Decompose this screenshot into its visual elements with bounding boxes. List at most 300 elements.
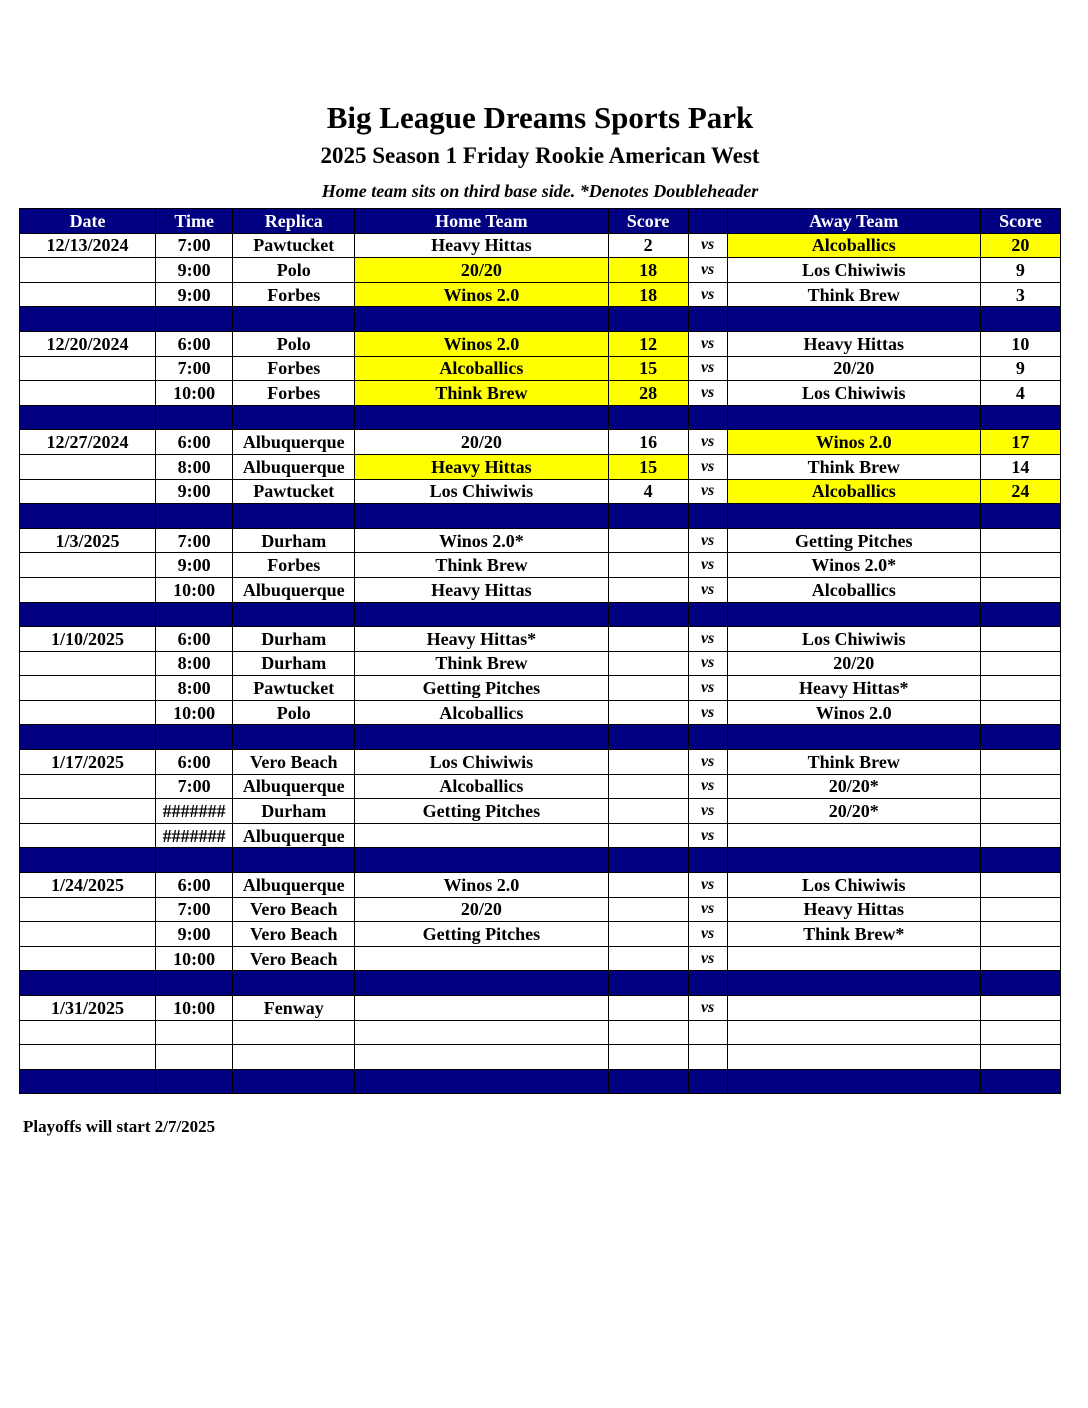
away-score-cell	[980, 996, 1060, 1021]
replica-cell	[233, 971, 355, 996]
date-cell	[20, 356, 156, 381]
away-score-cell	[980, 651, 1060, 676]
replica-cell: Vero Beach	[233, 897, 355, 922]
away-team-cell: 20/20	[727, 356, 980, 381]
away-team-cell	[727, 848, 980, 873]
replica-cell: Polo	[233, 700, 355, 725]
game-row	[20, 774, 1061, 799]
replica-cell: Vero Beach	[233, 750, 355, 775]
away-score-cell	[980, 774, 1060, 799]
empty-row	[20, 1020, 1061, 1045]
away-score-cell	[980, 528, 1060, 553]
home-score-cell	[608, 774, 688, 799]
game-row	[20, 528, 1061, 553]
header-away-score: Score	[980, 209, 1060, 234]
vs-cell	[688, 1069, 727, 1094]
vs-cell	[688, 848, 727, 873]
game-row	[20, 430, 1061, 455]
date-cell	[20, 454, 156, 479]
header-home-score: Score	[608, 209, 688, 234]
time-cell: 7:00	[156, 233, 233, 258]
away-score-cell	[980, 627, 1060, 652]
date-cell	[20, 602, 156, 627]
time-cell: 8:00	[156, 651, 233, 676]
away-team-cell	[727, 823, 980, 848]
vs-cell: vs	[688, 823, 727, 848]
time-cell: 9:00	[156, 258, 233, 283]
replica-cell: Durham	[233, 651, 355, 676]
away-score-cell	[980, 848, 1060, 873]
vs-cell	[688, 725, 727, 750]
away-score-cell	[980, 725, 1060, 750]
time-cell: 10:00	[156, 700, 233, 725]
header-replica: Replica	[233, 209, 355, 234]
week-separator-row	[20, 971, 1061, 996]
home-score-cell	[608, 1069, 688, 1094]
time-cell: 9:00	[156, 553, 233, 578]
home-team-cell: Heavy Hittas	[355, 454, 608, 479]
week-separator-row	[20, 307, 1061, 332]
away-team-cell	[727, 1069, 980, 1094]
home-score-cell: 2	[608, 233, 688, 258]
vs-cell: vs	[688, 774, 727, 799]
date-cell: 1/3/2025	[20, 528, 156, 553]
time-cell: 7:00	[156, 897, 233, 922]
home-score-cell: 16	[608, 430, 688, 455]
time-cell: 9:00	[156, 922, 233, 947]
away-score-cell	[980, 799, 1060, 824]
away-score-cell	[980, 750, 1060, 775]
game-row	[20, 996, 1061, 1021]
date-cell	[20, 922, 156, 947]
game-row	[20, 233, 1061, 258]
replica-cell: Fenway	[233, 996, 355, 1021]
date-cell: 12/13/2024	[20, 233, 156, 258]
away-team-cell: Los Chiwiwis	[727, 258, 980, 283]
away-team-cell: Los Chiwiwis	[727, 627, 980, 652]
replica-cell: Forbes	[233, 553, 355, 578]
away-score-cell	[980, 1020, 1060, 1045]
date-cell	[20, 307, 156, 332]
home-score-cell	[608, 504, 688, 529]
date-cell: 1/10/2025	[20, 627, 156, 652]
home-team-cell: Heavy Hittas*	[355, 627, 608, 652]
game-row	[20, 873, 1061, 898]
vs-cell	[688, 1020, 727, 1045]
time-cell	[156, 1069, 233, 1094]
home-score-cell: 15	[608, 356, 688, 381]
date-cell	[20, 725, 156, 750]
home-team-cell	[355, 823, 608, 848]
vs-cell	[688, 1045, 727, 1070]
vs-cell	[688, 405, 727, 430]
time-cell: #######	[156, 823, 233, 848]
replica-cell: Polo	[233, 331, 355, 356]
vs-cell: vs	[688, 479, 727, 504]
home-team-cell: Alcoballics	[355, 356, 608, 381]
time-cell: 10:00	[156, 381, 233, 406]
away-score-cell: 3	[980, 282, 1060, 307]
vs-cell: vs	[688, 528, 727, 553]
replica-cell: Forbes	[233, 381, 355, 406]
date-cell	[20, 848, 156, 873]
week-separator-row	[20, 848, 1061, 873]
replica-cell: Vero Beach	[233, 946, 355, 971]
date-cell	[20, 823, 156, 848]
vs-cell: vs	[688, 454, 727, 479]
home-team-cell: 20/20	[355, 897, 608, 922]
game-row	[20, 553, 1061, 578]
away-score-cell	[980, 1045, 1060, 1070]
date-cell	[20, 946, 156, 971]
game-row	[20, 627, 1061, 652]
vs-cell: vs	[688, 922, 727, 947]
home-score-cell: 4	[608, 479, 688, 504]
replica-cell: Pawtucket	[233, 479, 355, 504]
time-cell: 9:00	[156, 479, 233, 504]
away-team-cell: 20/20*	[727, 799, 980, 824]
home-score-cell	[608, 750, 688, 775]
vs-cell: vs	[688, 356, 727, 381]
date-cell	[20, 676, 156, 701]
home-score-cell	[608, 725, 688, 750]
home-team-cell: Think Brew	[355, 651, 608, 676]
vs-cell: vs	[688, 627, 727, 652]
time-cell: 7:00	[156, 356, 233, 381]
vs-cell: vs	[688, 897, 727, 922]
date-cell	[20, 774, 156, 799]
time-cell	[156, 405, 233, 430]
home-score-cell	[608, 799, 688, 824]
home-score-cell	[608, 602, 688, 627]
home-team-cell	[355, 504, 608, 529]
home-team-cell	[355, 1069, 608, 1094]
replica-cell: Albuquerque	[233, 454, 355, 479]
home-score-cell	[608, 996, 688, 1021]
home-score-cell	[608, 823, 688, 848]
away-score-cell: 9	[980, 258, 1060, 283]
replica-cell	[233, 504, 355, 529]
vs-cell: vs	[688, 282, 727, 307]
away-team-cell	[727, 405, 980, 430]
away-team-cell	[727, 996, 980, 1021]
away-team-cell	[727, 971, 980, 996]
away-team-cell	[727, 602, 980, 627]
replica-cell	[233, 848, 355, 873]
away-team-cell	[727, 725, 980, 750]
time-cell: 10:00	[156, 996, 233, 1021]
replica-cell: Albuquerque	[233, 873, 355, 898]
home-score-cell: 12	[608, 331, 688, 356]
replica-cell	[233, 307, 355, 332]
time-cell: 8:00	[156, 454, 233, 479]
away-score-cell	[980, 823, 1060, 848]
away-team-cell: Think Brew	[727, 454, 980, 479]
away-team-cell: Alcoballics	[727, 233, 980, 258]
home-score-cell	[608, 971, 688, 996]
home-team-cell: Winos 2.0	[355, 282, 608, 307]
week-separator-row	[20, 602, 1061, 627]
date-cell	[20, 700, 156, 725]
home-team-cell: Getting Pitches	[355, 922, 608, 947]
home-team-cell: Alcoballics	[355, 700, 608, 725]
home-team-cell	[355, 602, 608, 627]
replica-cell: Forbes	[233, 282, 355, 307]
replica-cell: Pawtucket	[233, 676, 355, 701]
away-score-cell: 17	[980, 430, 1060, 455]
game-row	[20, 676, 1061, 701]
away-score-cell: 9	[980, 356, 1060, 381]
replica-cell: Pawtucket	[233, 233, 355, 258]
away-score-cell: 20	[980, 233, 1060, 258]
game-row	[20, 258, 1061, 283]
home-score-cell	[608, 1045, 688, 1070]
away-score-cell	[980, 676, 1060, 701]
time-cell: 6:00	[156, 627, 233, 652]
away-team-cell: Think Brew	[727, 750, 980, 775]
away-team-cell: Heavy Hittas	[727, 897, 980, 922]
header-time: Time	[156, 209, 233, 234]
away-team-cell	[727, 307, 980, 332]
away-team-cell	[727, 1045, 980, 1070]
game-row	[20, 577, 1061, 602]
home-team-cell	[355, 996, 608, 1021]
home-team-cell	[355, 725, 608, 750]
home-score-cell	[608, 405, 688, 430]
home-score-cell	[608, 627, 688, 652]
vs-cell	[688, 307, 727, 332]
time-cell: 9:00	[156, 282, 233, 307]
page-subtitle: 2025 Season 1 Friday Rookie American West	[320, 143, 760, 168]
header-home-team: Home Team	[355, 209, 608, 234]
week-separator-row	[20, 405, 1061, 430]
date-cell	[20, 897, 156, 922]
home-team-cell: Los Chiwiwis	[355, 750, 608, 775]
time-cell	[156, 307, 233, 332]
away-team-cell: Think Brew*	[727, 922, 980, 947]
time-cell: 6:00	[156, 873, 233, 898]
away-team-cell: Winos 2.0	[727, 430, 980, 455]
home-team-cell	[355, 1020, 608, 1045]
away-team-cell	[727, 1020, 980, 1045]
vs-cell: vs	[688, 996, 727, 1021]
vs-cell: vs	[688, 430, 727, 455]
home-score-cell: 15	[608, 454, 688, 479]
schedule-note: Home team sits on third base side. *Denotes Doubleheader	[321, 181, 759, 201]
replica-cell: Albuquerque	[233, 577, 355, 602]
time-cell	[156, 848, 233, 873]
home-team-cell	[355, 946, 608, 971]
home-team-cell: Heavy Hittas	[355, 233, 608, 258]
away-team-cell: Winos 2.0*	[727, 553, 980, 578]
game-row	[20, 799, 1061, 824]
time-cell	[156, 971, 233, 996]
time-cell	[156, 1045, 233, 1070]
home-team-cell: Heavy Hittas	[355, 577, 608, 602]
time-cell: 7:00	[156, 528, 233, 553]
replica-cell: Durham	[233, 528, 355, 553]
time-cell: #######	[156, 799, 233, 824]
away-team-cell	[727, 946, 980, 971]
home-score-cell	[608, 528, 688, 553]
date-cell	[20, 577, 156, 602]
home-score-cell: 18	[608, 282, 688, 307]
week-separator-row	[20, 1069, 1061, 1094]
game-row	[20, 454, 1061, 479]
replica-cell	[233, 725, 355, 750]
away-team-cell: Los Chiwiwis	[727, 381, 980, 406]
date-cell	[20, 1045, 156, 1070]
away-team-cell: Getting Pitches	[727, 528, 980, 553]
home-score-cell	[608, 676, 688, 701]
home-score-cell	[608, 848, 688, 873]
home-team-cell: Think Brew	[355, 553, 608, 578]
date-cell: 1/31/2025	[20, 996, 156, 1021]
date-cell	[20, 1020, 156, 1045]
time-cell: 10:00	[156, 946, 233, 971]
home-score-cell: 18	[608, 258, 688, 283]
vs-cell: vs	[688, 799, 727, 824]
week-separator-row	[20, 504, 1061, 529]
home-team-cell: Think Brew	[355, 381, 608, 406]
date-cell: 12/27/2024	[20, 430, 156, 455]
replica-cell	[233, 405, 355, 430]
home-score-cell	[608, 553, 688, 578]
date-cell	[20, 504, 156, 529]
date-cell: 12/20/2024	[20, 331, 156, 356]
header-vs	[688, 209, 727, 234]
vs-cell: vs	[688, 651, 727, 676]
game-row	[20, 946, 1061, 971]
header-date: Date	[20, 209, 156, 234]
home-score-cell	[608, 873, 688, 898]
home-team-cell: Los Chiwiwis	[355, 479, 608, 504]
vs-cell: vs	[688, 233, 727, 258]
time-cell: 6:00	[156, 331, 233, 356]
home-team-cell: Getting Pitches	[355, 799, 608, 824]
time-cell: 10:00	[156, 577, 233, 602]
away-score-cell	[980, 504, 1060, 529]
game-row	[20, 479, 1061, 504]
date-cell	[20, 971, 156, 996]
home-score-cell: 28	[608, 381, 688, 406]
away-score-cell	[980, 873, 1060, 898]
home-score-cell	[608, 897, 688, 922]
game-row	[20, 282, 1061, 307]
vs-cell: vs	[688, 553, 727, 578]
replica-cell	[233, 1045, 355, 1070]
away-team-cell: 20/20	[727, 651, 980, 676]
home-score-cell	[608, 922, 688, 947]
home-team-cell: Winos 2.0	[355, 873, 608, 898]
header-away-team: Away Team	[727, 209, 980, 234]
away-score-cell	[980, 577, 1060, 602]
empty-row	[20, 1045, 1061, 1070]
replica-cell: Forbes	[233, 356, 355, 381]
date-cell	[20, 651, 156, 676]
game-row	[20, 700, 1061, 725]
away-score-cell	[980, 700, 1060, 725]
away-score-cell	[980, 922, 1060, 947]
game-row	[20, 381, 1061, 406]
vs-cell	[688, 504, 727, 529]
home-team-cell: Winos 2.0*	[355, 528, 608, 553]
home-score-cell	[608, 577, 688, 602]
away-score-cell: 24	[980, 479, 1060, 504]
replica-cell: Vero Beach	[233, 922, 355, 947]
away-team-cell	[727, 504, 980, 529]
home-team-cell: Alcoballics	[355, 774, 608, 799]
time-cell	[156, 602, 233, 627]
home-score-cell	[608, 1020, 688, 1045]
home-team-cell	[355, 405, 608, 430]
away-team-cell: 20/20*	[727, 774, 980, 799]
replica-cell	[233, 602, 355, 627]
vs-cell: vs	[688, 873, 727, 898]
home-team-cell	[355, 1045, 608, 1070]
game-row	[20, 651, 1061, 676]
away-team-cell: Heavy Hittas	[727, 331, 980, 356]
home-score-cell	[608, 946, 688, 971]
away-score-cell	[980, 553, 1060, 578]
away-team-cell: Heavy Hittas*	[727, 676, 980, 701]
home-team-cell: 20/20	[355, 258, 608, 283]
date-cell	[20, 1069, 156, 1094]
home-team-cell: Getting Pitches	[355, 676, 608, 701]
game-row	[20, 897, 1061, 922]
away-score-cell	[980, 1069, 1060, 1094]
home-team-cell	[355, 971, 608, 996]
game-row	[20, 750, 1061, 775]
away-score-cell	[980, 602, 1060, 627]
vs-cell	[688, 602, 727, 627]
away-team-cell: Alcoballics	[727, 479, 980, 504]
time-cell	[156, 725, 233, 750]
vs-cell	[688, 971, 727, 996]
game-row	[20, 823, 1061, 848]
header-row	[20, 209, 1061, 234]
time-cell: 6:00	[156, 430, 233, 455]
away-score-cell: 14	[980, 454, 1060, 479]
away-score-cell	[980, 946, 1060, 971]
date-cell	[20, 553, 156, 578]
replica-cell: Polo	[233, 258, 355, 283]
vs-cell: vs	[688, 577, 727, 602]
date-cell	[20, 282, 156, 307]
vs-cell: vs	[688, 946, 727, 971]
home-team-cell: Winos 2.0	[355, 331, 608, 356]
replica-cell: Albuquerque	[233, 774, 355, 799]
date-cell	[20, 799, 156, 824]
home-score-cell	[608, 651, 688, 676]
away-team-cell: Think Brew	[727, 282, 980, 307]
replica-cell	[233, 1069, 355, 1094]
away-score-cell: 10	[980, 331, 1060, 356]
home-score-cell	[608, 700, 688, 725]
game-row	[20, 331, 1061, 356]
game-row	[20, 356, 1061, 381]
away-score-cell: 4	[980, 381, 1060, 406]
replica-cell: Durham	[233, 627, 355, 652]
date-cell	[20, 381, 156, 406]
week-separator-row	[20, 725, 1061, 750]
away-score-cell	[980, 971, 1060, 996]
away-score-cell	[980, 897, 1060, 922]
time-cell: 7:00	[156, 774, 233, 799]
time-cell: 8:00	[156, 676, 233, 701]
vs-cell: vs	[688, 700, 727, 725]
replica-cell: Durham	[233, 799, 355, 824]
